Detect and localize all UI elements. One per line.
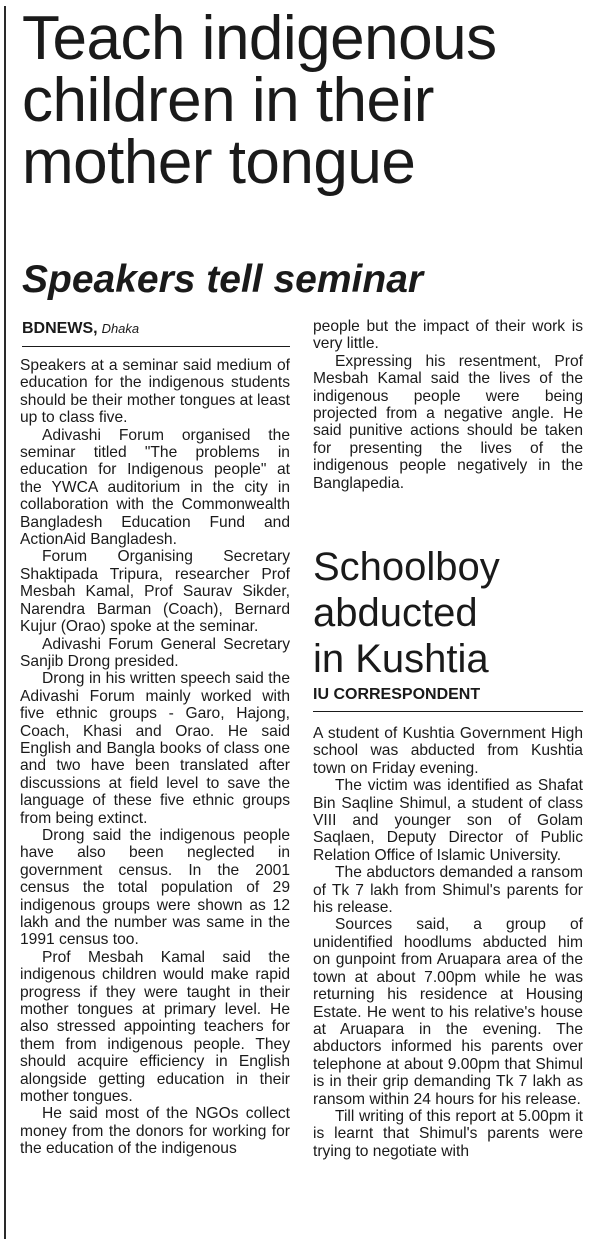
paragraph: Prof Mesbah Kamal said the indigenous children would make rapid progress if they were taught in their mother tongues at primary level. He also stressed appointing teachers for them from indigenous people. They should acquire efficiency in English alongside getting education in their mother tongues.	[20, 948, 290, 1106]
paragraph: Drong said the indigenous people have also been neglected in government census. In the 2001 census the total population of 29 indigenous groups were shown as 12 lakh and the number was same in the 1991 census too.	[20, 826, 290, 949]
right-column-continuation	[313, 318, 583, 492]
paragraph: Sources said, a group of unidentified hoodlums abducted him on gunpoint from Aruapara area of the town at about 7.00pm while he was returning his residence at Housing Estate. He went to his relative's house at Aruapara in the evening. The abductors informed his parents over telephone at about 9.00pm that Shimul is in their grip demanding Tk 7 lakh as ransom within 24 hours for his release.	[313, 916, 583, 1108]
headline-line: mother tongue	[22, 128, 416, 197]
second-headline	[313, 544, 593, 682]
byline-source: BDNEWS,	[22, 320, 98, 337]
byline	[313, 686, 480, 704]
column-rule	[4, 6, 6, 1239]
byline-source: IU CORRESPONDENT	[313, 686, 481, 703]
main-headline	[22, 4, 597, 197]
paragraph: A student of Kushtia Government High school was abducted from Kushtia town on Friday evening.	[313, 725, 583, 777]
headline-line: Schoolboy	[313, 545, 500, 589]
paragraph: Speakers at a seminar said medium of education for the indigenous students should be their mother tongues at least up to class five.	[20, 357, 290, 427]
paragraph: The victim was identified as Shafat Bin Saqline Shimul, a student of class VIII and younger son of Golam Saqlaen, Deputy Director of Public Relation Office of Islamic University.	[313, 777, 583, 864]
paragraph: Expressing his resentment, Prof Mesbah Kamal said the lives of the indigenous people were being projected from a negative angle. He said punitive actions should be taken for presenting the lives of the indigenous people negatively in the Banglapedia.	[313, 352, 583, 492]
paragraph: The abductors demanded a ransom of Tk 7 lakh from Shimul's parents for his release.	[313, 864, 583, 917]
subheadline: Speakers tell seminar	[22, 258, 424, 301]
second-article-body	[313, 725, 583, 1160]
paragraph: Forum Organising Secretary Shaktipada Tripura, researcher Prof Mesbah Kamal, Prof Saurav Sikder, Narendra Barman (Coach), Bernard Kujur (Orao) spoke at the seminar.	[20, 548, 290, 636]
headline-line: abducted	[313, 591, 478, 635]
byline-rule	[22, 346, 290, 347]
paragraph: people but the impact of their work is very little.	[313, 318, 583, 353]
paragraph: Till writing of this report at 5.00pm it is learnt that Shimul's parents were trying to negotiate with	[313, 1107, 583, 1160]
paragraph: Adivashi Forum organised the seminar titled "The problems in education for Indigenous people" at the YWCA auditorium in the city in collaboration with the Commonwealth Bangladesh Education Fund and ActionAid Bangladesh.	[20, 426, 290, 549]
paragraph: He said most of the NGOs collect money from the donors for working for the education of the indigenous	[20, 1105, 290, 1158]
paragraph: Adivashi Forum General Secretary Sanjib Drong presided.	[20, 635, 290, 670]
byline	[22, 320, 139, 338]
headline-line: Teach indigenous	[22, 4, 497, 73]
byline-rule	[313, 711, 583, 712]
left-column	[20, 357, 290, 1158]
headline-line: children in their	[22, 66, 434, 135]
byline-location: Dhaka	[101, 321, 140, 336]
headline-line: in Kushtia	[313, 637, 489, 681]
paragraph: Drong in his written speech said the Adivashi Forum mainly worked with five ethnic groups - Garo, Hajong, Coach, Khasi and Orao. He said English and Bangla books of class one and two have been translated after discussions at field level to save the language of these five ethnic groups from being extinct.	[20, 670, 290, 827]
